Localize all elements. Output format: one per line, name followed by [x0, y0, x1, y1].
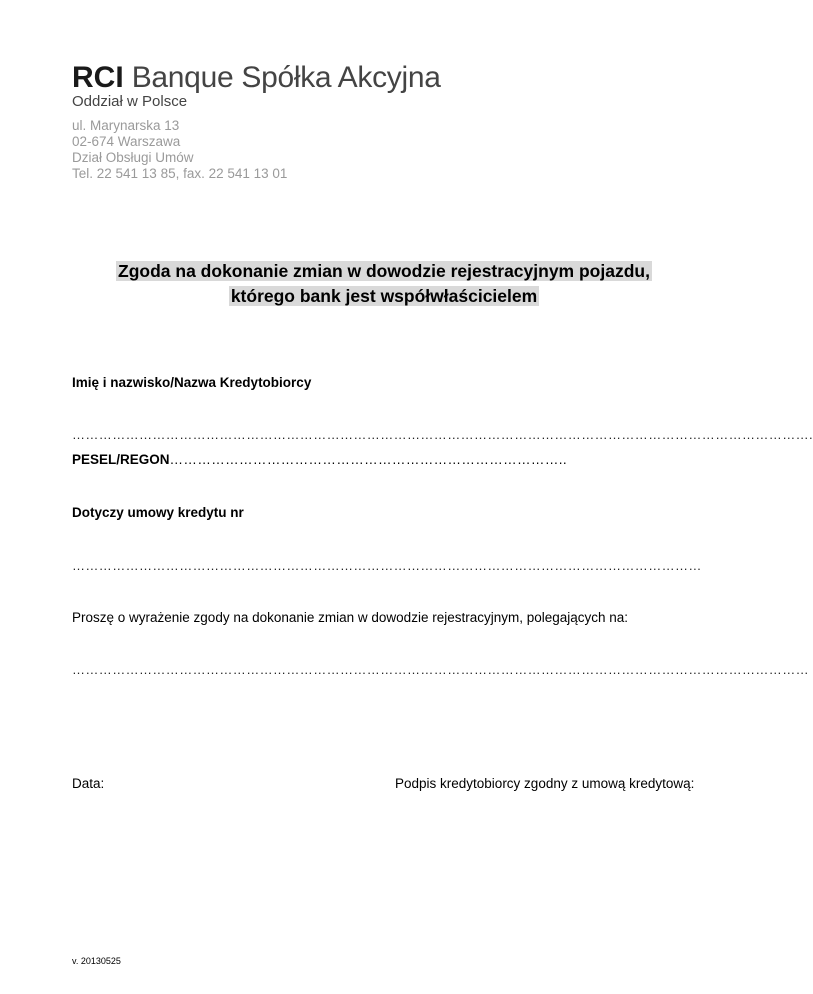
address-department: Dział Obsługi Umów — [72, 150, 194, 165]
borrower-name-label: Imię i nazwisko/Nazwa Kredytobiorcy — [72, 375, 312, 390]
contract-label: Dotyczy umowy kredytu nr — [72, 505, 244, 520]
document-version: v. 20130525 — [72, 956, 121, 966]
company-logo — [72, 62, 441, 94]
signature-label: Podpis kredytobiorcy zgodny z umową kredytową: — [395, 776, 695, 791]
changes-field[interactable]: ………………………………………………………………………………………………………………………………………………… — [72, 662, 809, 677]
address-phone: Tel. 22 541 13 85, fax. 22 541 13 01 — [72, 166, 288, 181]
contract-number-field[interactable]: …………………………………………………………………………………………………………………………… — [72, 558, 702, 573]
branch-name: Oddział w Polsce — [72, 93, 188, 110]
pesel-row[interactable] — [72, 452, 567, 467]
logo-rci: RCI — [72, 61, 124, 94]
pesel-field[interactable]: ………………………………………………………………………….. — [169, 452, 568, 467]
pesel-label: PESEL/REGON — [72, 452, 170, 467]
document-title-line-2: którego bank jest współwłaścicielem — [230, 286, 538, 306]
borrower-name-field[interactable]: …………………………………………………………………………………………………………………………………………………. — [72, 427, 813, 442]
address-street: ul. Marynarska 13 — [72, 118, 180, 133]
request-text: Proszę o wyrażenie zgody na dokonanie zmian w dowodzie rejestracyjnym, polegających na: — [72, 610, 629, 625]
document-title-line-1: Zgoda na dokonanie zmian w dowodzie rejestracyjnym pojazdu, — [118, 261, 650, 281]
date-label: Data: — [72, 776, 105, 791]
logo-name: Banque Spółka Akcyjna — [123, 61, 441, 94]
address-city: 02-674 Warszawa — [72, 134, 181, 149]
